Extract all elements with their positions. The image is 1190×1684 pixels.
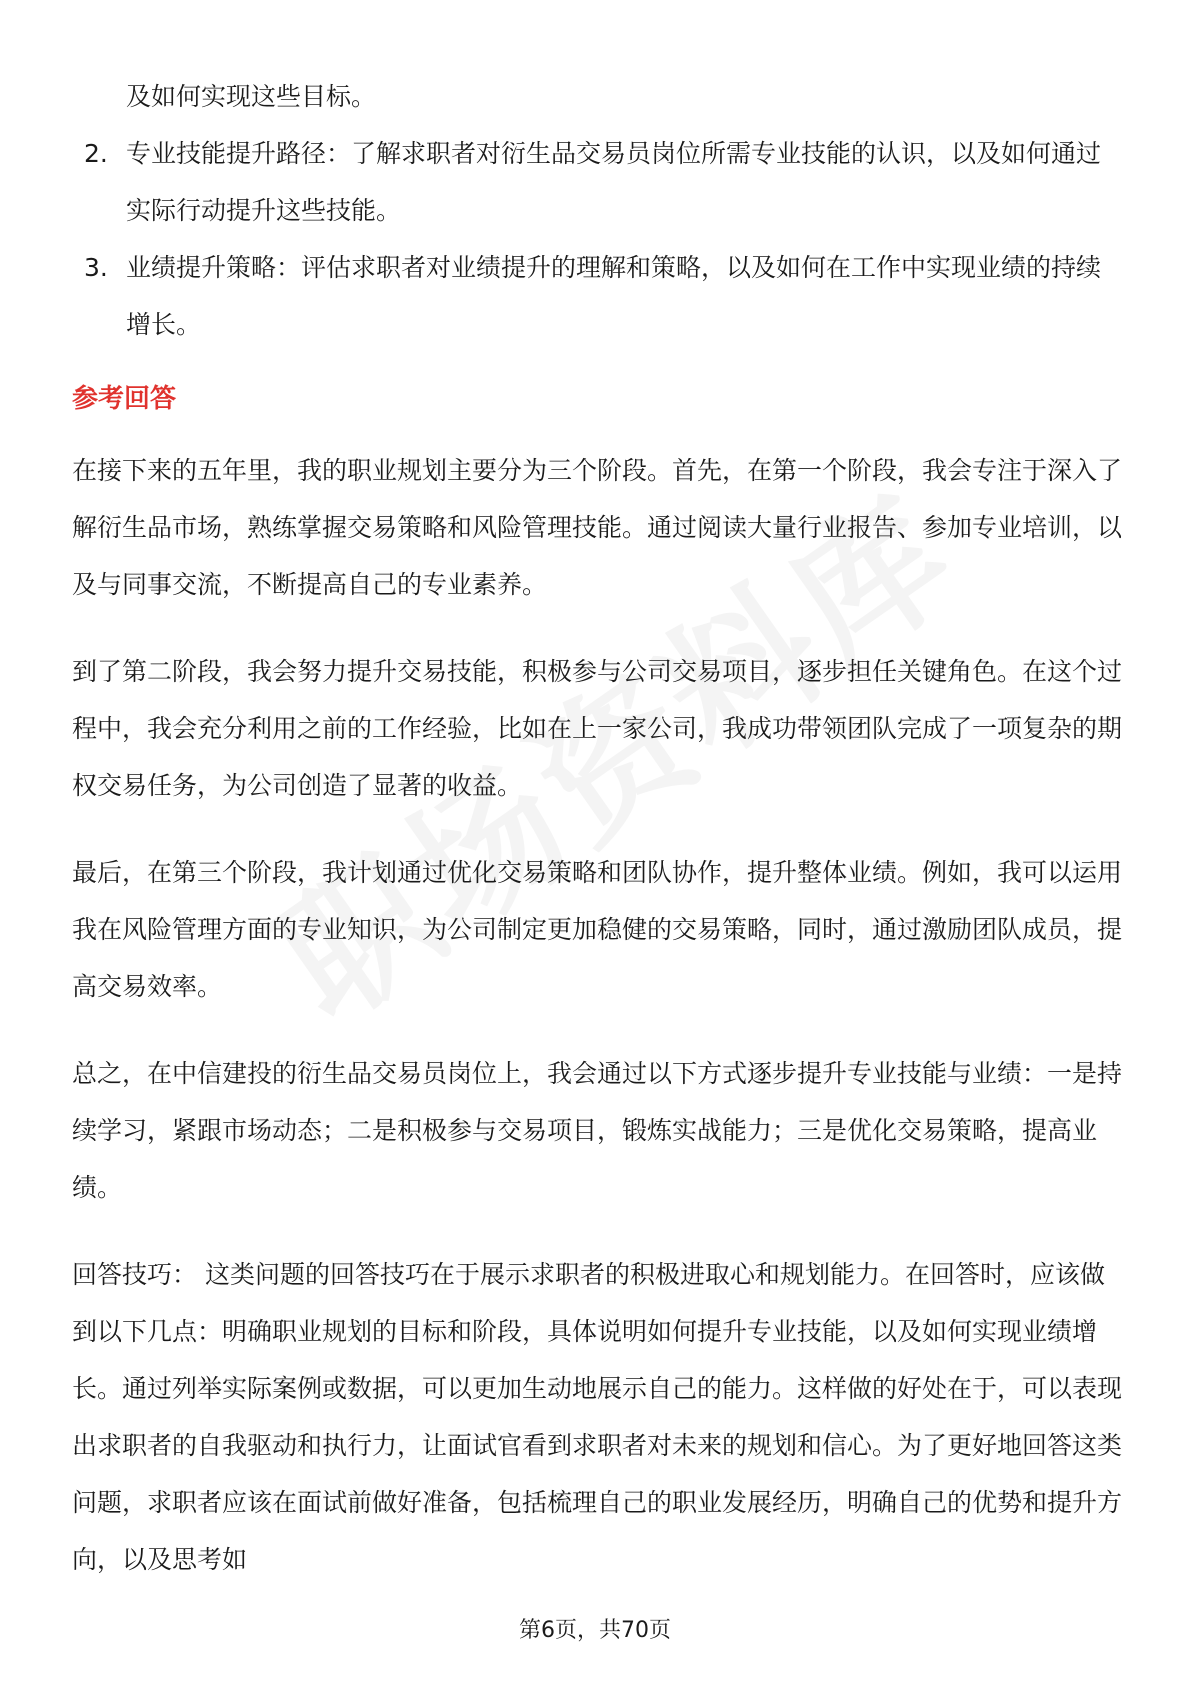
list-item (72, 239, 1122, 353)
content-area (72, 68, 1122, 1588)
evaluation-list (72, 125, 1122, 353)
answer-paragraph: 最后，在第三个阶段，我计划通过优化交易策略和团队协作，提升整体业绩。例如，我可以运用我在风险管理方面的专业知识，为公司制定更加稳健的交易策略，同时，通过激励团队成员，提高交易效率。 (72, 858, 1123, 1001)
section-heading: 参考回答 (72, 384, 177, 414)
list-item (72, 125, 1122, 239)
list-number: 2. (84, 139, 108, 168)
page-number: 第6页，共70页 (519, 1618, 671, 1643)
answer-paragraph: 到了第二阶段，我会努力提升交易技能，积极参与公司交易项目，逐步担任关键角色。在这个过程中，我会充分利用之前的工作经验，比如在上一家公司，我成功带领团队完成了一项复杂的期权交易任务，为公司创造了显著的收益。 (72, 657, 1123, 800)
answer-paragraph: 总之，在中信建投的衍生品交易员岗位上，我会通过以下方式逐步提升专业技能与业绩：一是持续学习，紧跟市场动态；二是积极参与交易项目，锻炼实战能力；三是优化交易策略，提高业绩。 (72, 1059, 1123, 1202)
list-item-text: 业绩提升策略：评估求职者对业绩提升的理解和策略，以及如何在工作中实现业绩的持续增长。 (126, 253, 1102, 339)
list-number: 3. (84, 253, 108, 282)
list-item-text: 专业技能提升路径：了解求职者对衍生品交易员岗位所需专业技能的认识，以及如何通过实际行动提升这些技能。 (126, 139, 1102, 225)
answer-paragraph: 在接下来的五年里，我的职业规划主要分为三个阶段。首先，在第一个阶段，我会专注于深入了解衍生品市场，熟练掌握交易策略和风险管理技能。通过阅读大量行业报告、参加专业培训，以及与同事交流，不断提高自己的专业素养。 (72, 456, 1123, 599)
tips-paragraph: 回答技巧： 这类问题的回答技巧在于展示求职者的积极进取心和规划能力。在回答时，应该做到以下几点：明确职业规划的目标和阶段，具体说明如何提升专业技能，以及如何实现业绩增长。通过列举实际案例或数据，可以更加生动地展示自己的能力。这样做的好处在于，可以表现出求职者的自我驱动和执行力，让面试官看到求职者对未来的规划和信心。为了更好地回答这类问题，求职者应该在面试前做好准备，包括梳理自己的职业发展经历，明确自己的优势和提升方向，以及思考如 (72, 1260, 1123, 1574)
list-continuation: 及如何实现这些目标。 (126, 82, 377, 111)
